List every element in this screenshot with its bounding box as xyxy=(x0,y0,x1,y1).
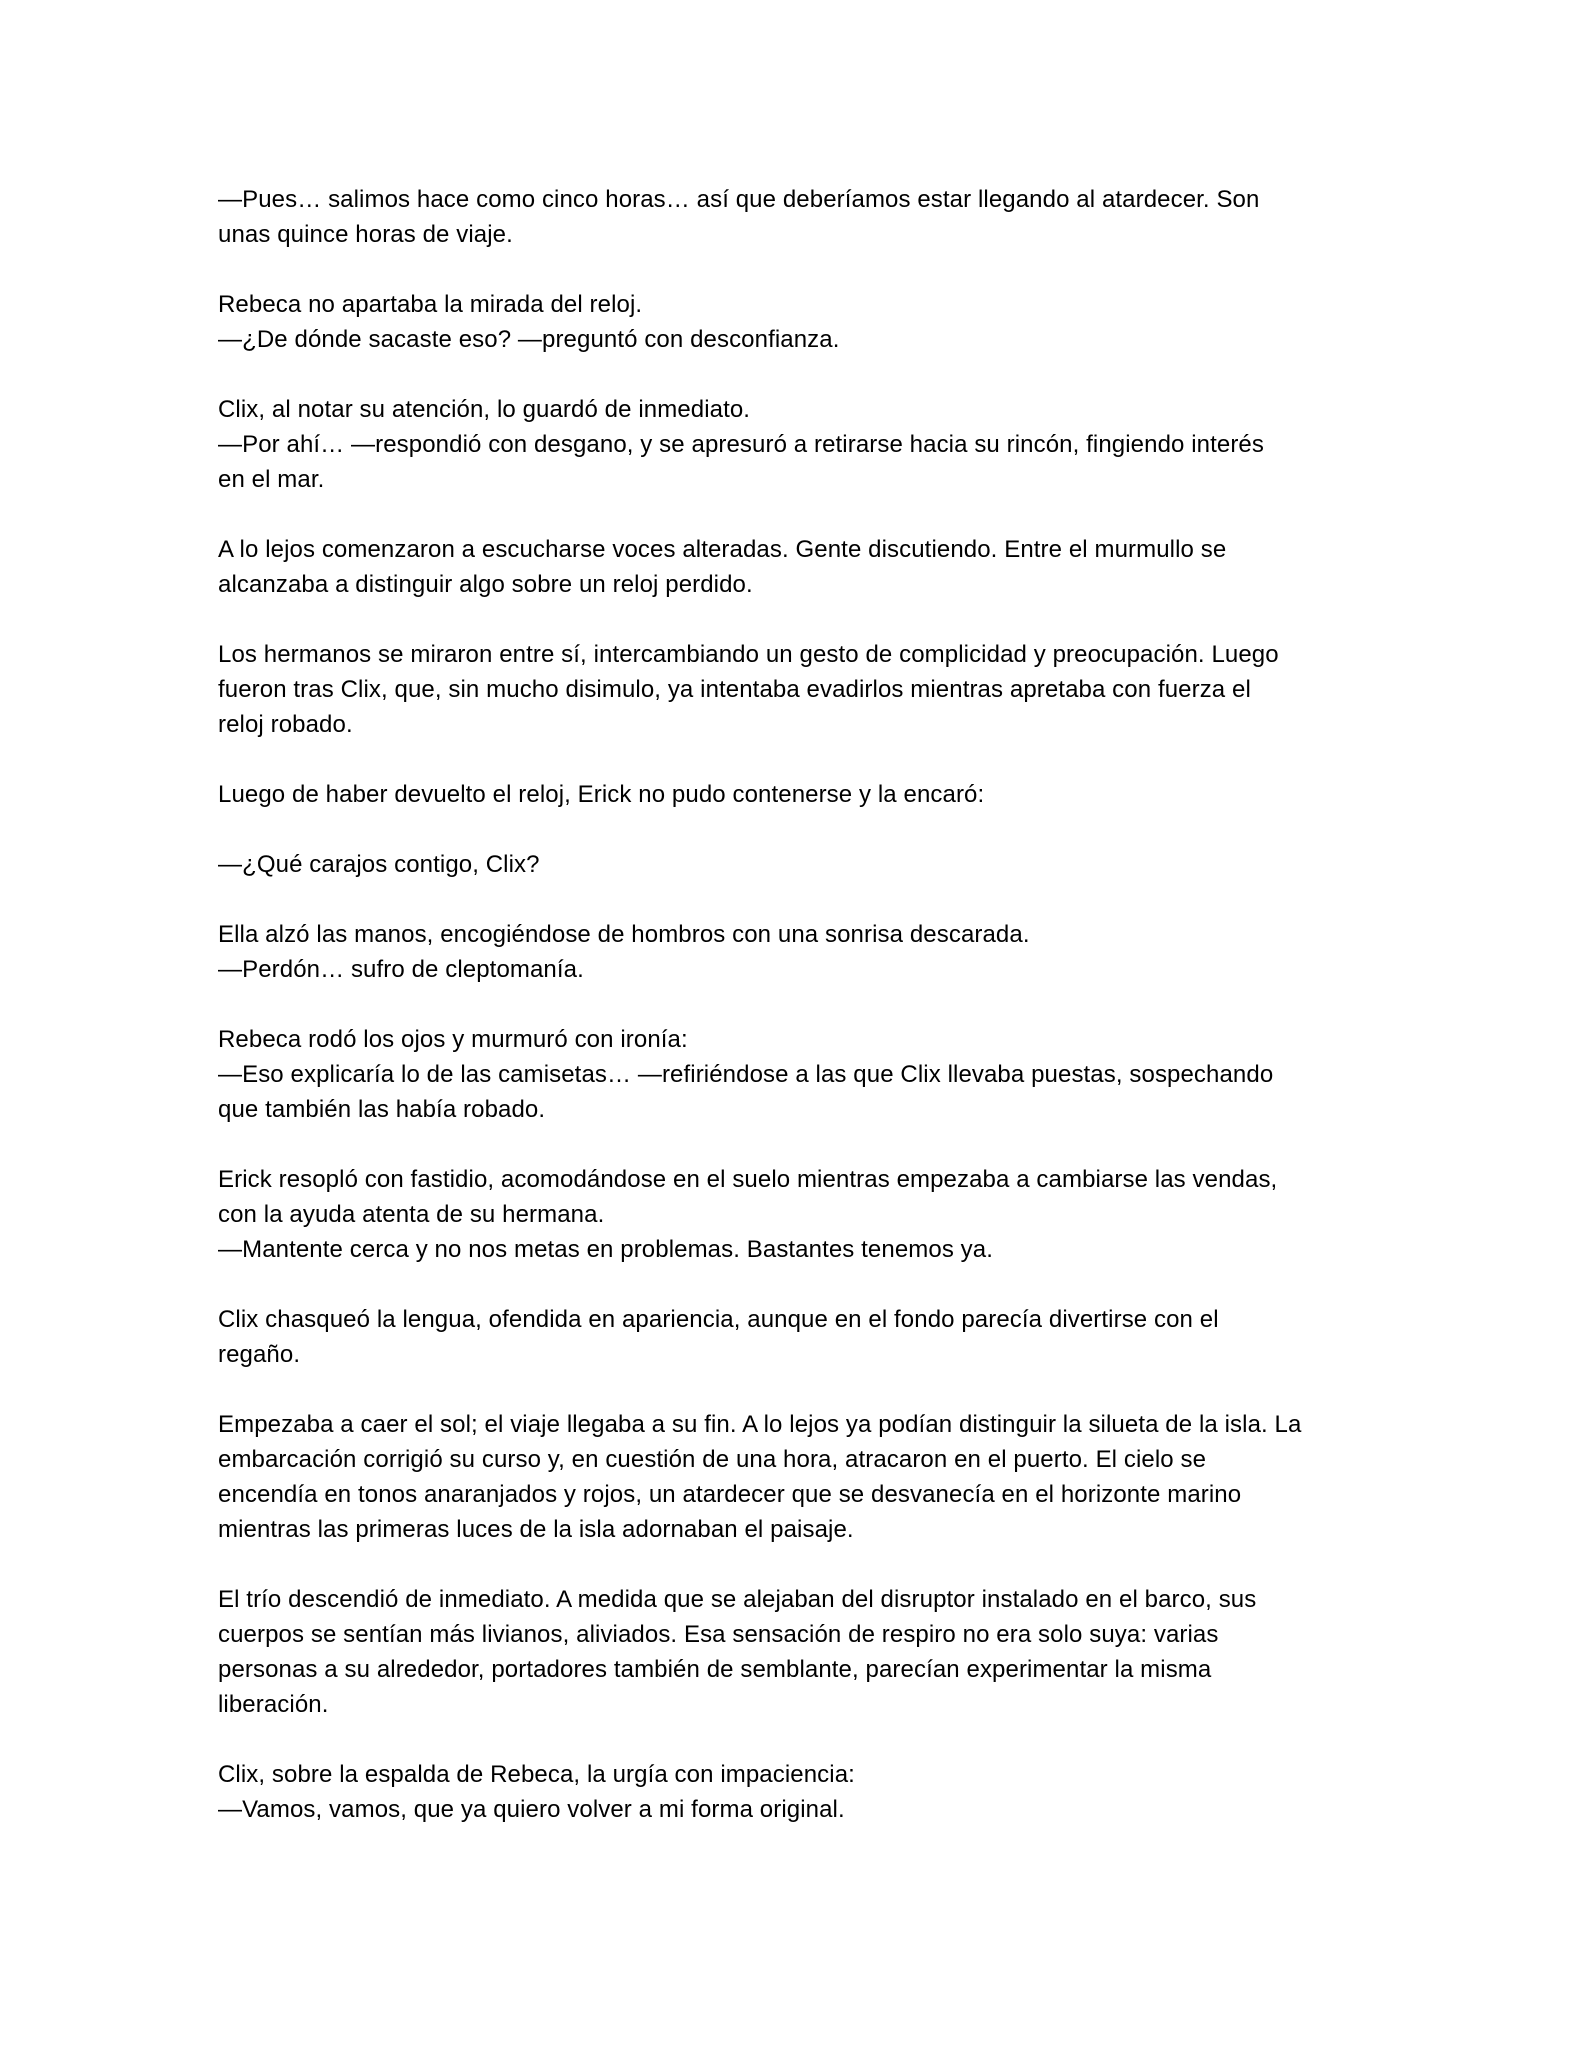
text-line: liberación. xyxy=(218,1691,329,1718)
text-line: cuerpos se sentían más livianos, aliviados. Esa sensación de respiro no era solo suya: varias xyxy=(218,1621,1219,1648)
text-line: —¿De dónde sacaste eso? —preguntó con desconfianza. xyxy=(218,326,840,353)
text-line: reloj robado. xyxy=(218,711,353,738)
paragraph xyxy=(218,917,1378,987)
text-line: encendía en tonos anaranjados y rojos, un atardecer que se desvanecía en el horizonte marino xyxy=(218,1481,1242,1508)
text-line: Clix, al notar su atención, lo guardó de inmediato. xyxy=(218,396,751,423)
paragraph xyxy=(218,777,1378,812)
text-line: embarcación corrigió su curso y, en cuestión de una hora, atracaron en el puerto. El cielo se xyxy=(218,1446,1207,1473)
text-line: —Mantente cerca y no nos metas en problemas. Bastantes tenemos ya. xyxy=(218,1236,993,1263)
text-line: —Perdón… sufro de cleptomanía. xyxy=(218,956,584,983)
paragraph xyxy=(218,1407,1378,1547)
paragraph xyxy=(218,1582,1378,1722)
text-line: A lo lejos comenzaron a escucharse voces alteradas. Gente discutiendo. Entre el murmullo se xyxy=(218,536,1227,563)
text-line: —Por ahí… —respondió con desgano, y se apresuró a retirarse hacia su rincón, fingiendo interés xyxy=(218,431,1264,458)
paragraph xyxy=(218,1162,1378,1267)
text-line: en el mar. xyxy=(218,466,325,493)
paragraph xyxy=(218,847,1378,882)
text-line: fueron tras Clix, que, sin mucho disimulo, ya intentaba evadirlos mientras apretaba con fuerza el xyxy=(218,676,1251,703)
text-line: Rebeca no apartaba la mirada del reloj. xyxy=(218,291,643,318)
text-line: Erick resopló con fastidio, acomodándose en el suelo mientras empezaba a cambiarse las vendas, xyxy=(218,1166,1278,1193)
text-line: Los hermanos se miraron entre sí, intercambiando un gesto de complicidad y preocupación. Luego xyxy=(218,641,1279,668)
text-line: —¿Qué carajos contigo, Clix? xyxy=(218,851,540,878)
paragraph xyxy=(218,1302,1378,1372)
text-line: —Pues… salimos hace como cinco horas… así que deberíamos estar llegando al atardecer. Son xyxy=(218,186,1260,213)
text-line: mientras las primeras luces de la isla adornaban el paisaje. xyxy=(218,1516,854,1543)
paragraph xyxy=(218,1757,1378,1827)
paragraph xyxy=(218,182,1378,252)
text-line: con la ayuda atenta de su hermana. xyxy=(218,1201,605,1228)
text-line: alcanzaba a distinguir algo sobre un reloj perdido. xyxy=(218,571,753,598)
document-text-body xyxy=(218,182,1378,1862)
paragraph xyxy=(218,287,1378,357)
text-line: Ella alzó las manos, encogiéndose de hombros con una sonrisa descarada. xyxy=(218,921,1030,948)
text-line: —Eso explicaría lo de las camisetas… —refiriéndose a las que Clix llevaba puestas, sospechando xyxy=(218,1061,1274,1088)
text-line: —Vamos, vamos, que ya quiero volver a mi forma original. xyxy=(218,1796,845,1823)
text-line: Empezaba a caer el sol; el viaje llegaba a su fin. A lo lejos ya podían distinguir la silueta de la isla. La xyxy=(218,1411,1302,1438)
paragraph xyxy=(218,1022,1378,1127)
text-line: unas quince horas de viaje. xyxy=(218,221,513,248)
text-line: regaño. xyxy=(218,1341,301,1368)
paragraph xyxy=(218,532,1378,602)
text-line: Rebeca rodó los ojos y murmuró con ironía: xyxy=(218,1026,688,1053)
paragraph xyxy=(218,637,1378,742)
text-line: Luego de haber devuelto el reloj, Erick no pudo contenerse y la encaró: xyxy=(218,781,985,808)
text-line: El trío descendió de inmediato. A medida que se alejaban del disruptor instalado en el barco, sus xyxy=(218,1586,1257,1613)
paragraph xyxy=(218,392,1378,497)
text-line: Clix chasqueó la lengua, ofendida en apariencia, aunque en el fondo parecía divertirse con el xyxy=(218,1306,1219,1333)
text-line: Clix, sobre la espalda de Rebeca, la urgía con impaciencia: xyxy=(218,1761,855,1788)
text-line: que también las había robado. xyxy=(218,1096,546,1123)
text-line: personas a su alrededor, portadores también de semblante, parecían experimentar la misma xyxy=(218,1656,1212,1683)
